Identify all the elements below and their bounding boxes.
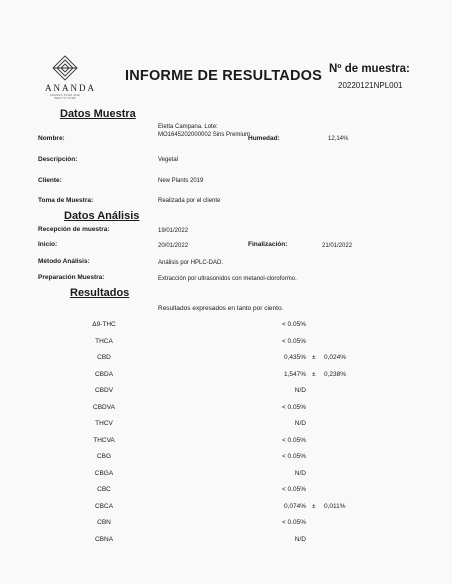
compound-name: CBN [97, 519, 111, 526]
compound-value: N/D [294, 469, 306, 477]
descripcion-value: Vegetal [158, 157, 179, 163]
nombre-value: Eletta Campana. Lote: MO1645202000002 Sins Premium [158, 124, 251, 138]
compound-name: CBD [97, 354, 111, 361]
logo-wordmark: ANANDA [45, 83, 96, 93]
metodo-value: Análisis por HPLC-DAD. [158, 260, 224, 266]
compound-value: < 0.05% [281, 519, 306, 526]
logo-tagline: ANANDA FOOD AND HEALTH CORP [49, 94, 81, 100]
inicio-value: 20/01/2022 [158, 243, 189, 249]
compound-value: N/D [294, 535, 306, 543]
compound-name: CBCA [94, 502, 114, 510]
table-row [0, 470, 452, 483]
table-row [0, 338, 452, 351]
table-row [0, 519, 452, 532]
cliente-label: Cliente: [38, 177, 62, 184]
table-row [0, 321, 452, 334]
preparacion-label: Preparación Muestra: [38, 274, 105, 281]
plus-minus-sign: ± [312, 354, 316, 361]
cliente-value: New Plants 2019 [158, 178, 204, 184]
compound-name: CBGA [94, 469, 114, 477]
table-row [0, 486, 452, 499]
finalizacion-value: 21/01/2022 [322, 243, 353, 249]
compound-uncertainty: 0,238% [324, 370, 347, 378]
table-row [0, 371, 452, 384]
compound-name: CBDV [94, 387, 114, 394]
compound-value: < 0.05% [281, 403, 306, 411]
compound-value: < 0.05% [281, 453, 306, 460]
descripcion-label: Descripción: [38, 156, 78, 163]
compound-name: CBDA [94, 370, 114, 378]
toma-muestra-value: Realizada por el cliente [158, 198, 221, 204]
compound-name: THCA [95, 337, 113, 345]
table-row [0, 437, 452, 450]
report-title: INFORME DE RESULTADOS [125, 68, 322, 84]
sample-number-value: 20220121NPL001 [338, 81, 403, 90]
section-title-resultados: Resultados [70, 287, 130, 299]
recepcion-value: 19/01/2022 [158, 228, 189, 234]
compound-name: CBDVA [93, 403, 115, 411]
finalizacion-label: Finalización: [248, 241, 288, 248]
nombre-label: Nombre: [38, 135, 65, 142]
diamond-logo-icon [52, 55, 78, 81]
plus-minus-sign: ± [312, 502, 316, 510]
table-row [0, 420, 452, 433]
compound-value: < 0.05% [281, 321, 306, 328]
preparacion-value: Extracción por ultrasonidos con metanol-cloroformo. [158, 276, 297, 282]
plus-minus-sign: ± [312, 370, 316, 378]
section-title-datos-muestra: Datos Muestra [60, 108, 136, 120]
compound-value: N/D [294, 420, 306, 427]
compound-value: < 0.05% [281, 337, 306, 345]
compound-value: 0,074% [283, 502, 306, 510]
compound-name: THCV [95, 420, 113, 427]
compound-name: THCVA [93, 436, 115, 444]
compound-uncertainty: 0,011% [324, 502, 346, 510]
compound-value: < 0.05% [281, 486, 306, 493]
company-logo [45, 55, 96, 100]
compound-value: < 0.05% [281, 436, 306, 444]
compound-name: CBNA [94, 535, 114, 543]
humedad-value: 12,14% [328, 136, 349, 142]
table-row [0, 453, 452, 466]
resultados-note: Resultados expresados en tanto por ciento. [158, 305, 284, 312]
humedad-label: Humedad: [248, 135, 280, 142]
compound-name: CBG [96, 453, 112, 460]
metodo-label: Método Análisis: [38, 258, 90, 265]
inicio-label: Inicio: [38, 241, 58, 248]
recepcion-label: Recepción de muestra: [38, 226, 110, 233]
sample-number-label: Nº de muestra: [329, 63, 410, 75]
table-row [0, 387, 452, 400]
compound-value: N/D [294, 387, 306, 394]
toma-muestra-label: Toma de Muestra: [38, 197, 94, 204]
compound-uncertainty: 0,024% [324, 354, 347, 361]
compound-name: Δ9-THC [92, 321, 116, 328]
compound-name: CBC [97, 486, 111, 493]
table-row [0, 503, 452, 516]
table-row [0, 354, 452, 367]
compound-value: 0,435% [283, 354, 306, 361]
section-title-datos-analisis: Datos Análisis [64, 210, 140, 222]
table-row [0, 536, 452, 549]
compound-value: 1,547% [283, 370, 306, 378]
table-row [0, 404, 452, 417]
